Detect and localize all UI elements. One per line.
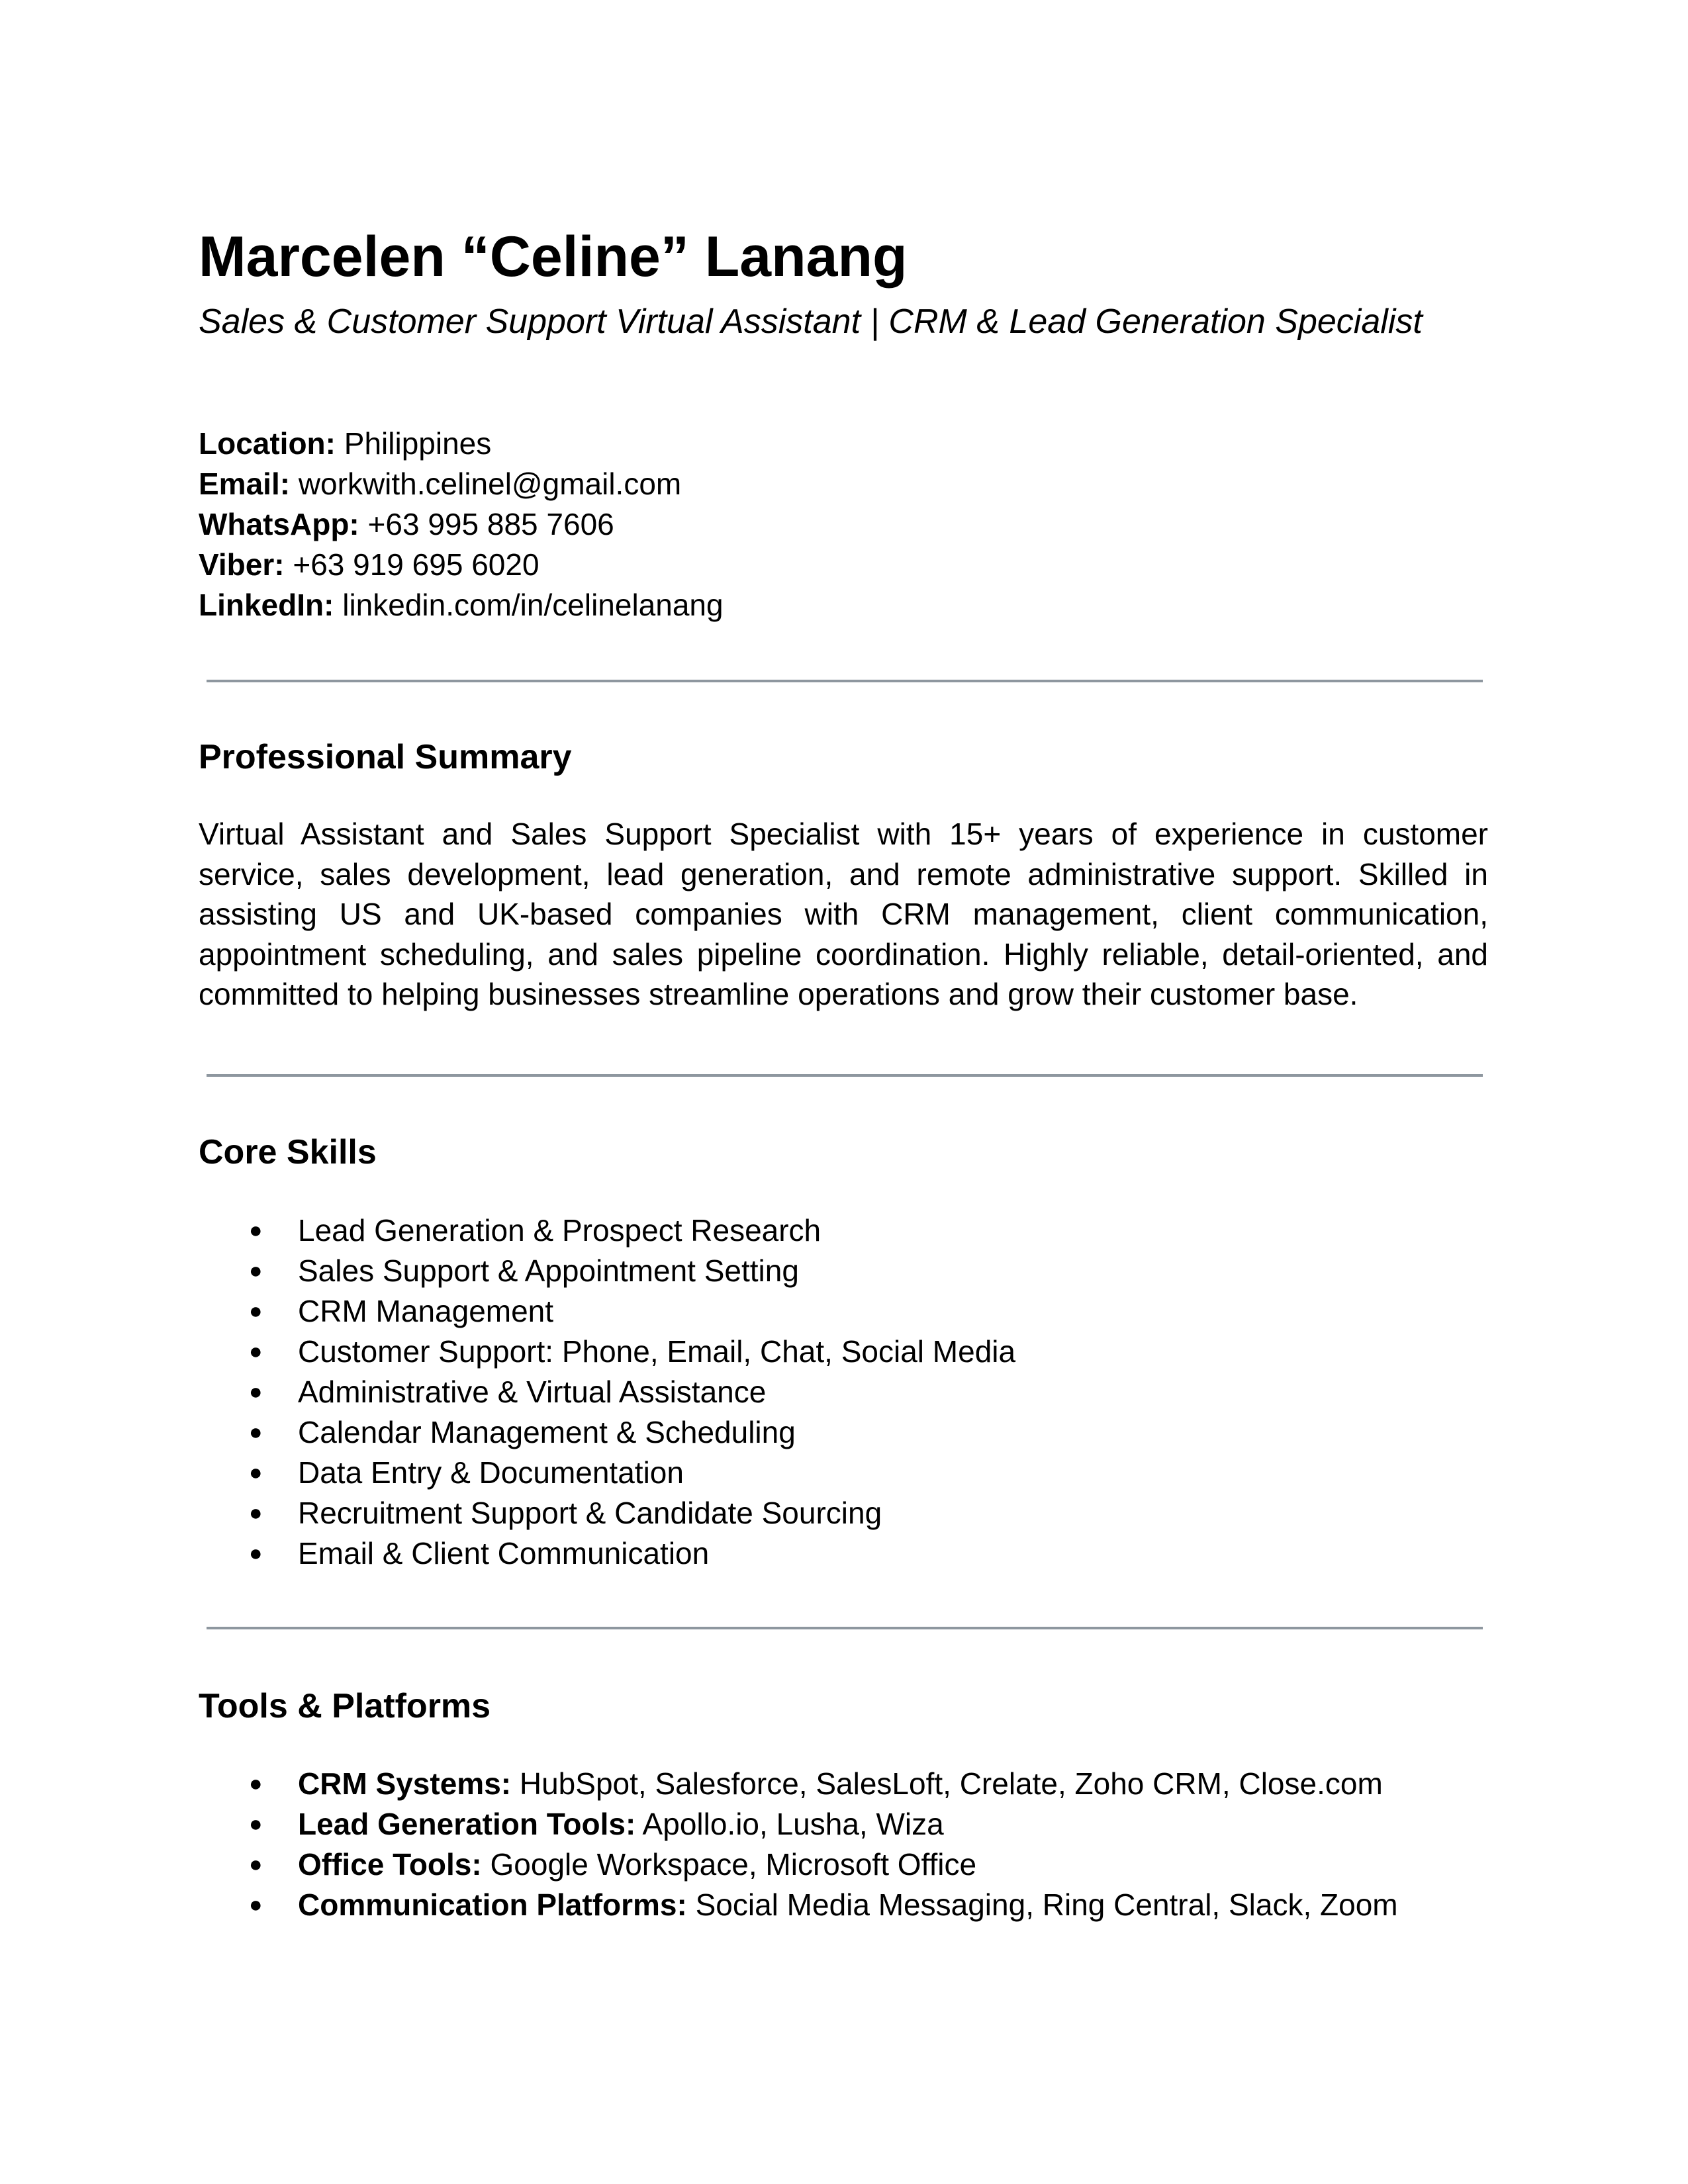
skill-text: Sales Support & Appointment Setting xyxy=(298,1253,799,1288)
skill-text: Data Entry & Documentation xyxy=(298,1455,684,1490)
skill-text: Recruitment Support & Candidate Sourcing xyxy=(298,1496,882,1530)
list-item xyxy=(199,1332,1015,1372)
skill-text: CRM Management xyxy=(298,1294,554,1328)
bullet-icon: ● xyxy=(249,1460,263,1485)
tool-category-value: Social Media Messaging, Ring Central, Slack, Zoom xyxy=(686,1888,1398,1922)
candidate-name: Marcelen “Celine” Lanang xyxy=(199,225,908,289)
tool-category-label: CRM Systems: xyxy=(298,1766,512,1801)
section-divider xyxy=(207,680,1483,682)
contact-label: Email: xyxy=(199,467,291,501)
list-item xyxy=(199,1412,1015,1453)
tools-heading: Tools & Platforms xyxy=(199,1687,491,1725)
summary-heading: Professional Summary xyxy=(199,738,572,776)
contact-block xyxy=(199,424,724,625)
list-item xyxy=(199,1764,1398,1804)
bullet-icon: ● xyxy=(249,1258,263,1283)
bullet-icon: ● xyxy=(249,1500,263,1525)
tool-category-value: Apollo.io, Lusha, Wiza xyxy=(635,1807,944,1841)
bullet-icon: ● xyxy=(249,1218,263,1243)
contact-value: Philippines xyxy=(335,426,492,461)
list-item xyxy=(199,1453,1015,1493)
contact-email xyxy=(199,464,724,504)
contact-location xyxy=(199,424,724,464)
contact-linkedin xyxy=(199,585,724,625)
bullet-icon: ● xyxy=(249,1379,263,1404)
candidate-headline: Sales & Customer Support Virtual Assistant | CRM & Lead Generation Specialist xyxy=(199,302,1423,341)
skill-text: Calendar Management & Scheduling xyxy=(298,1415,796,1449)
contact-label: WhatsApp: xyxy=(199,507,359,541)
list-item xyxy=(199,1533,1015,1574)
section-divider xyxy=(207,1627,1483,1629)
bullet-icon: ● xyxy=(249,1420,263,1445)
skills-list xyxy=(199,1210,1015,1574)
bullet-icon: ● xyxy=(249,1771,263,1796)
bullet-icon: ● xyxy=(249,1541,263,1566)
list-item xyxy=(199,1251,1015,1291)
section-divider xyxy=(207,1074,1483,1077)
tool-category-value: HubSpot, Salesforce, SalesLoft, Crelate, Zoho CRM, Close.com xyxy=(511,1766,1383,1801)
contact-label: Viber: xyxy=(199,547,285,582)
tool-category-label: Communication Platforms: xyxy=(298,1888,687,1922)
bullet-icon: ● xyxy=(249,1811,263,1837)
tool-category-label: Office Tools: xyxy=(298,1847,482,1882)
contact-whatsapp xyxy=(199,504,724,545)
list-item xyxy=(199,1291,1015,1332)
contact-value: +63 995 885 7606 xyxy=(359,507,614,541)
contact-value: workwith.celinel@gmail.com xyxy=(290,467,682,501)
bullet-icon: ● xyxy=(249,1852,263,1877)
tools-list xyxy=(199,1764,1398,1925)
list-item xyxy=(199,1804,1398,1844)
skill-text: Lead Generation & Prospect Research xyxy=(298,1213,821,1248)
tool-category-value: Google Workspace, Microsoft Office xyxy=(481,1847,977,1882)
skill-text: Administrative & Virtual Assistance xyxy=(298,1375,767,1409)
list-item xyxy=(199,1210,1015,1251)
list-item xyxy=(199,1885,1398,1925)
list-item xyxy=(199,1844,1398,1885)
tool-category-label: Lead Generation Tools: xyxy=(298,1807,636,1841)
summary-paragraph: Virtual Assistant and Sales Support Specialist with 15+ years of experience in customer service, sales development, lead generation, and remote administrative support. Skilled in assisting US and UK-based companies with CRM management, client communication, appointment scheduling, and sales pipeline coordination. Highly reliable, detail-oriented, and committed to helping businesses streamline operations and grow their customer base. xyxy=(199,817,1488,1011)
bullet-icon: ● xyxy=(249,1892,263,1917)
skill-text: Customer Support: Phone, Email, Chat, Social Media xyxy=(298,1334,1016,1369)
contact-value: +63 919 695 6020 xyxy=(284,547,539,582)
skill-text: Email & Client Communication xyxy=(298,1536,710,1570)
contact-label: LinkedIn: xyxy=(199,588,334,622)
contact-viber xyxy=(199,545,724,585)
bullet-icon: ● xyxy=(249,1339,263,1364)
bullet-icon: ● xyxy=(249,1298,263,1324)
contact-value: linkedin.com/in/celinelanang xyxy=(334,588,724,622)
contact-label: Location: xyxy=(199,426,336,461)
list-item xyxy=(199,1493,1015,1533)
skills-heading: Core Skills xyxy=(199,1133,377,1171)
list-item xyxy=(199,1372,1015,1412)
